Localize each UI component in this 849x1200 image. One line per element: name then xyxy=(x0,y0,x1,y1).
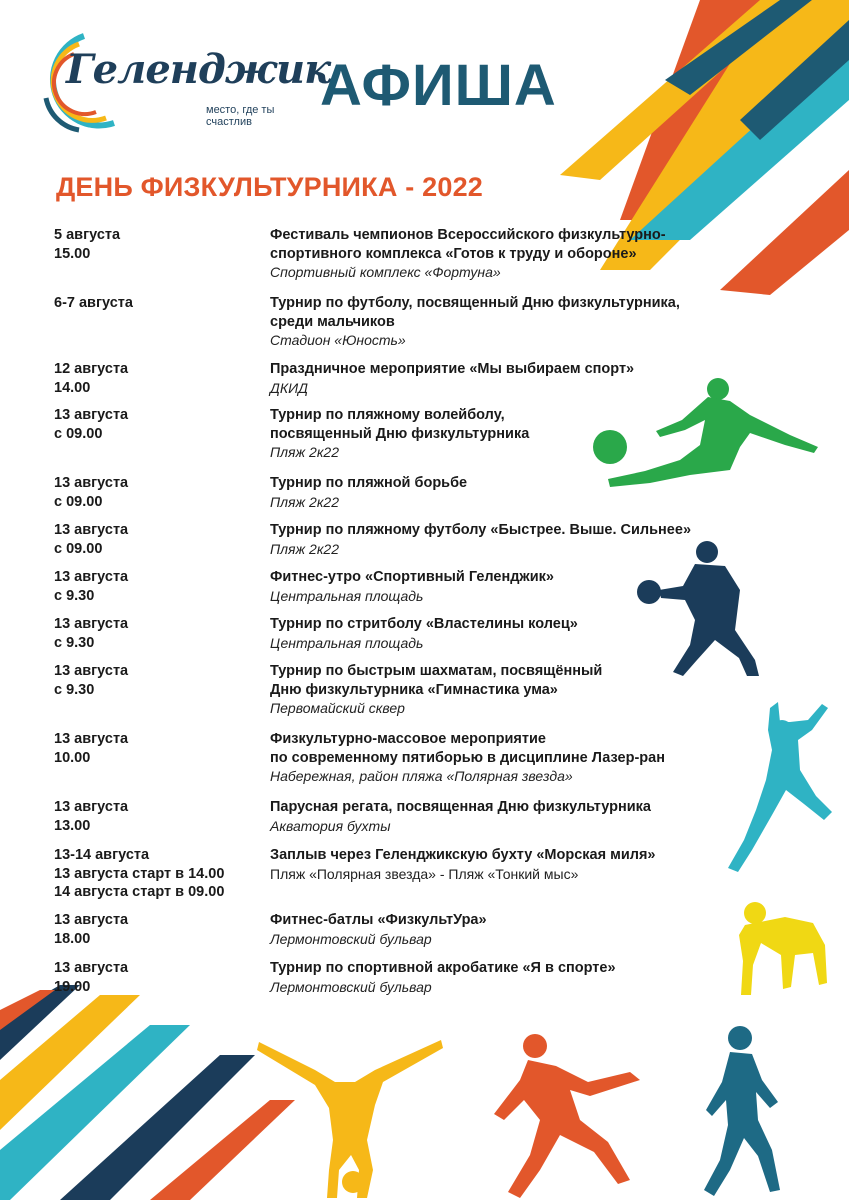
event-datetime xyxy=(54,911,264,948)
event-name-line: Праздничное мероприятие «Мы выбираем спорт» xyxy=(270,361,635,377)
event-datetime-line: с 09.00 xyxy=(54,540,103,557)
event-datetime xyxy=(54,226,264,263)
event-details xyxy=(270,846,770,883)
event-venue: Первомайский сквер xyxy=(270,700,405,716)
logo-tagline: место, где ты счастлив xyxy=(206,104,275,128)
event-venue: Лермонтовский бульвар xyxy=(270,978,432,995)
event-name-line: Фитнес-батлы «ФизкультУра» xyxy=(270,912,487,928)
event-name-line: Турнир по пляжной борьбе xyxy=(270,475,468,491)
event-datetime xyxy=(54,959,264,996)
event-name-line: Турнир по стритболу «Властелины колец» xyxy=(270,616,578,632)
event-name-line: по современному пятиборью в дисциплине Лазер-ран xyxy=(270,749,665,766)
event-datetime-line: 18.00 xyxy=(54,930,91,947)
event-venue: Пляж 2к22 xyxy=(270,493,340,510)
event-venue: Центральная площадь xyxy=(270,634,424,651)
event-name xyxy=(270,959,770,978)
event-datetime xyxy=(54,474,264,511)
event-details xyxy=(270,959,770,996)
event-venue: Спортивный комплекс «Фортуна» xyxy=(270,264,501,280)
event-datetime-line: 13 августа старт в 14.00 xyxy=(54,865,225,882)
sprinter-icon xyxy=(490,1030,645,1200)
logo-wordmark: Геленджик xyxy=(66,46,331,93)
event-datetime-line: 13 августа xyxy=(54,475,129,491)
event-datetime-line: 6-7 августа xyxy=(54,295,133,311)
event-venue: ДКИД xyxy=(270,379,308,396)
event-name-line: Турнир по быстрым шахматам, посвящённый xyxy=(270,663,603,679)
event-name xyxy=(270,730,770,767)
event-venue: Лермонтовский бульвар xyxy=(270,930,432,947)
event-details xyxy=(270,226,770,282)
event-name xyxy=(270,846,770,865)
event-datetime-line: 12 августа xyxy=(54,361,129,377)
event-datetime xyxy=(54,521,264,558)
event-venue: Набережная, район пляжа «Полярная звезда» xyxy=(270,768,573,784)
event-datetime-line: 13 августа xyxy=(54,616,129,632)
event-datetime-line: 13 августа xyxy=(54,731,129,747)
event-datetime-line: 13 августа xyxy=(54,960,129,976)
event-datetime-line: 13 августа xyxy=(54,663,129,679)
event-datetime-line: с 9.30 xyxy=(54,634,95,651)
page-title: АФИША xyxy=(320,53,557,118)
event-name-line: Заплыв через Геленджикскую бухту «Морская миля» xyxy=(270,847,656,863)
event-name-line: Турнир по пляжному волейболу, xyxy=(270,407,505,423)
event-datetime xyxy=(54,846,264,902)
event-name-line: Дню физкультурника «Гимнастика ума» xyxy=(270,681,558,698)
event-datetime-line: 13 августа xyxy=(54,912,129,928)
event-venue: Пляж 2к22 xyxy=(270,444,340,460)
volleyball-player-icon xyxy=(590,375,820,490)
event-name-line: посвященный Дню физкультурника xyxy=(270,425,530,442)
event-venue: Пляж «Полярная звезда» - Пляж «Тонкий мыс» xyxy=(270,865,579,882)
event-title: ДЕНЬ ФИЗКУЛЬТУРНИКА - 2022 xyxy=(56,172,483,202)
event-details xyxy=(270,294,770,350)
event-name-line: Турнир по спортивной акробатике «Я в спорте» xyxy=(270,960,616,976)
event-name-line: Турнир по пляжному футболу «Быстрее. Выше. Сильнее» xyxy=(270,522,692,538)
event-name xyxy=(270,226,770,263)
event-name xyxy=(270,521,770,540)
event-datetime-line: 13 августа xyxy=(54,799,129,815)
event-datetime xyxy=(54,294,264,313)
event-details xyxy=(270,730,770,786)
event-datetime-line: с 9.30 xyxy=(54,681,95,698)
basketball-player-icon xyxy=(635,540,775,680)
event-datetime-line: 15.00 xyxy=(54,245,91,262)
event-datetime-line: с 9.30 xyxy=(54,587,95,604)
event-name-line: Фитнес-утро «Спортивный Геленджик» xyxy=(270,569,554,585)
event-datetime-line: 13 августа xyxy=(54,569,129,585)
event-name xyxy=(270,911,770,930)
event-details xyxy=(270,798,770,835)
event-datetime-line: с 09.00 xyxy=(54,425,103,442)
event-datetime-line: 13 августа xyxy=(54,407,129,423)
event-datetime xyxy=(54,730,264,767)
event-datetime-line: 14 августа старт в 09.00 xyxy=(54,884,225,900)
event-datetime xyxy=(54,568,264,605)
event-datetime xyxy=(54,406,264,443)
event-datetime xyxy=(54,360,264,397)
event-datetime xyxy=(54,615,264,652)
event-name xyxy=(270,294,770,331)
event-name-line: Турнир по футболу, посвященный Дню физкультурника, xyxy=(270,295,680,311)
event-venue: Центральная площадь xyxy=(270,587,424,604)
event-datetime-line: 10.00 xyxy=(54,749,91,766)
event-name-line: среди мальчиков xyxy=(270,313,395,330)
event-datetime-line: 13.00 xyxy=(54,817,91,834)
event-name-line: Парусная регата, посвященная Дню физкультурника xyxy=(270,799,651,815)
event-venue: Пляж 2к22 xyxy=(270,540,340,557)
event-name-line: Физкультурно-массовое мероприятие xyxy=(270,731,546,747)
event-datetime-line: 19.00 xyxy=(54,978,91,995)
event-datetime-line: с 09.00 xyxy=(54,493,103,510)
event-venue: Акватория бухты xyxy=(270,817,391,834)
event-datetime-line: 14.00 xyxy=(54,379,91,396)
event-datetime-line: 5 августа xyxy=(54,227,121,243)
event-venue: Стадион «Юность» xyxy=(270,332,406,348)
running-woman-icon xyxy=(720,700,835,875)
event-datetime xyxy=(54,662,264,699)
sprinter-start-icon xyxy=(725,895,835,1000)
event-name-line: Фестиваль чемпионов Всероссийского физкультурно- xyxy=(270,227,666,243)
event-name-line: спортивного комплекса «Готов к труду и обороне» xyxy=(270,245,637,262)
event-datetime xyxy=(54,798,264,835)
event-datetime-line: 13 августа xyxy=(54,522,129,538)
event-details xyxy=(270,911,770,948)
cartwheel-gymnast-icon xyxy=(255,1030,445,1200)
event-datetime-line: 13-14 августа xyxy=(54,847,150,863)
jogging-woman-icon xyxy=(700,1020,790,1200)
event-name xyxy=(270,798,770,817)
